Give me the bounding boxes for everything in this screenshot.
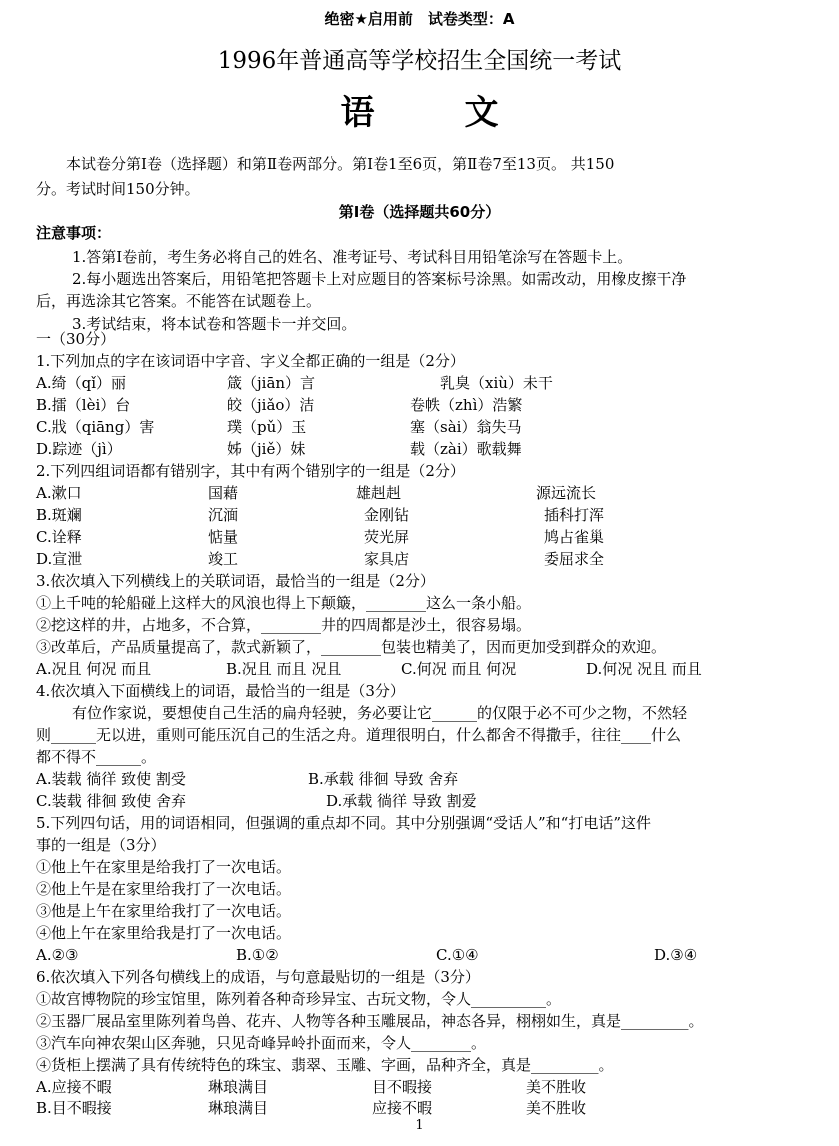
- option-cell: 目不暇接: [372, 1078, 433, 1096]
- question-6-option-b: [36, 1097, 816, 1119]
- option-cell: B.斑斓: [36, 506, 82, 524]
- option-cell: 竣工: [208, 550, 239, 568]
- question-4-passage-2: 则______无以进，重则可能压沉自己的生活之舟。道理很明白，什么都舍不得撒手，往往____什么: [36, 726, 682, 744]
- question-1-option-d: [36, 438, 816, 460]
- question-3-sentence-1: ①上千吨的轮船碰上这样大的风浪也得上下颠簸，________这么一条小船。: [36, 594, 532, 612]
- option-cell: 琳琅满目: [208, 1078, 269, 1096]
- option-cell: 皎（jiǎo）洁: [227, 396, 315, 414]
- option-b: B.①②: [236, 946, 279, 964]
- option-c: C.①④: [436, 946, 479, 964]
- question-5-options: [36, 944, 816, 966]
- intro-line-2: 分。考试时间150分钟。: [36, 180, 200, 198]
- option-cell: 雄赳赳: [356, 484, 402, 502]
- option-cell: C.戕（qiāng）害: [36, 418, 155, 436]
- option-cell: 国藉: [208, 484, 239, 502]
- question-2-option-d: [36, 548, 816, 570]
- question-3-sentence-3: ③改革后，产品质量提高了，款式新颖了，________包装也精美了，因而更加受到群众的欢迎。: [36, 638, 667, 656]
- option-cell: 家具店: [364, 550, 410, 568]
- option-cell: 鸠占雀巢: [544, 528, 605, 546]
- option-cell: 沉湎: [208, 506, 239, 524]
- subject-title: 语文: [340, 93, 589, 133]
- intro-line-1: 本试卷分第Ⅰ卷（选择题）和第Ⅱ卷两部分。第Ⅰ卷1至6页，第Ⅱ卷7至13页。 共150: [66, 155, 615, 173]
- option-cell: C.诠释: [36, 528, 82, 546]
- notice-heading: 注意事项：: [36, 224, 112, 242]
- option-b: B.承载 徘徊 导致 舍弃: [308, 770, 459, 788]
- question-5-sentence-3: ③他是上午在家里给我打了一次电话。: [36, 902, 292, 920]
- question-6-option-a: [36, 1076, 816, 1098]
- exam-title: 1996年普通高等学校招生全国统一考试: [217, 48, 622, 74]
- option-d: D.承载 徜徉 导致 割爱: [326, 792, 477, 810]
- option-cell: 姊（jiě）妹: [227, 440, 306, 458]
- option-d: D.③④: [654, 946, 698, 964]
- option-cell: 琳琅满目: [208, 1099, 269, 1117]
- option-cell: B.目不暇接: [36, 1099, 112, 1117]
- option-cell: 源远流长: [536, 484, 597, 502]
- notice-item-2-cont: 后，再选涂其它答案。不能答在试题卷上。: [36, 292, 322, 310]
- option-cell: 荧光屏: [364, 528, 410, 546]
- question-6-sentence-2: ②玉器厂展品室里陈列着鸟兽、花卉、人物等各种玉雕展品，神态各异，栩栩如生，真是_________。: [36, 1012, 704, 1030]
- question-4-passage-3: 都不得不______。: [36, 748, 157, 766]
- question-3-stem: 3.依次填入下列横线上的关联词语，最恰当的一组是（2分）: [36, 572, 435, 590]
- option-a: A.②③: [36, 946, 79, 964]
- question-2-stem: 2.下列四组词语都有错别字，其中有两个错别字的一组是（2分）: [36, 462, 465, 480]
- option-cell: A.绮（qǐ）丽: [36, 374, 127, 392]
- question-6-sentence-1: ①故宫博物院的珍宝馆里，陈列着各种奇珍异宝、古玩文物，令人__________。: [36, 990, 562, 1008]
- page-number: 1: [415, 1118, 424, 1133]
- question-1-stem: 1.下列加点的字在该词语中字音、字义全都正确的一组是（2分）: [36, 352, 465, 370]
- question-2-option-c: [36, 526, 816, 548]
- option-cell: B.擂（lèi）台: [36, 396, 131, 414]
- question-1-option-a: [36, 372, 816, 394]
- question-1-option-c: [36, 416, 816, 438]
- notice-item-1: 1.答第Ⅰ卷前，考生务必将自己的姓名、准考证号、考试科目用铅笔涂写在答题卡上。: [72, 248, 633, 266]
- option-cell: A.应接不暇: [36, 1078, 112, 1096]
- option-cell: 乳臭（xiù）未干: [440, 374, 553, 392]
- option-cell: 惦量: [208, 528, 239, 546]
- question-4-stem: 4.依次填入下面横线上的词语，最恰当的一组是（3分）: [36, 682, 405, 700]
- question-5-stem: 5.下列四句话，用的词语相同，但强调的重点却不同。其中分别强调“受话人”和“打电话”这件: [36, 814, 651, 832]
- question-2-option-a: [36, 482, 816, 504]
- option-cell: 箴（jiān）言: [227, 374, 316, 392]
- question-6-sentence-4: ④货柜上摆满了具有传统特色的珠宝、翡翠、玉雕、字画，品种齐全，真是_________。: [36, 1056, 614, 1074]
- option-cell: 应接不暇: [372, 1099, 433, 1117]
- option-c: C.何况 而且 何况: [401, 660, 517, 678]
- question-4-passage-1: 有位作家说，要想使自己生活的扁舟轻驶，务必要让它______的仅限于必不可少之物，不然轻: [72, 704, 688, 722]
- question-3-sentence-2: ②挖这样的井，占地多，不合算，________井的四周都是沙土，很容易塌。: [36, 616, 532, 634]
- notice-item-3: 3.考试结束，将本试卷和答题卡一并交回。: [72, 315, 357, 333]
- option-c: C.装载 徘徊 致使 舍弃: [36, 792, 187, 810]
- option-cell: 美不胜收: [526, 1099, 587, 1117]
- option-cell: 金刚钻: [364, 506, 410, 524]
- question-5-sentence-2: ②他上午是在家里给我打了一次电话。: [36, 880, 292, 898]
- option-cell: 插科打浑: [544, 506, 605, 524]
- option-cell: 美不胜收: [526, 1078, 587, 1096]
- option-a: A.装载 徜徉 致使 割受: [36, 770, 186, 788]
- option-cell: 载（zài）歌载舞: [410, 440, 522, 458]
- question-5-stem-cont: 事的一组是（3分）: [36, 836, 166, 854]
- option-cell: 卷帙（zhì）浩繁: [410, 396, 523, 414]
- question-5-sentence-1: ①他上午在家里是给我打了一次电话。: [36, 858, 292, 876]
- part1-title: 第Ⅰ卷（选择题共60分）: [338, 203, 501, 221]
- notice-item-2: 2.每小题选出答案后，用铅笔把答题卡上对应题目的答案标号涂黑。如需改动，用橡皮擦干净: [72, 270, 687, 288]
- option-cell: 委屈求全: [544, 550, 605, 568]
- option-cell: 塞（sài）翁失马: [410, 418, 522, 436]
- question-4-options-row-2: [36, 790, 816, 812]
- option-cell: D.宣泄: [36, 550, 83, 568]
- question-6-stem: 6.依次填入下列各句横线上的成语，与句意最贴切的一组是（3分）: [36, 968, 480, 986]
- option-a: A.况且 何况 而且: [36, 660, 152, 678]
- question-4-options-row-1: [36, 768, 816, 790]
- option-cell: 璞（pǔ）玉: [227, 418, 307, 436]
- section-heading: 一（30分）: [36, 330, 116, 348]
- option-b: B.况且 而且 况且: [226, 660, 342, 678]
- confidential-label: 绝密★启用前 试卷类型：A: [324, 10, 515, 28]
- question-2-option-b: [36, 504, 816, 526]
- question-5-sentence-4: ④他上午在家里给我是打了一次电话。: [36, 924, 292, 942]
- option-cell: D.踪迹（jì）: [36, 440, 122, 458]
- question-3-options: [36, 658, 816, 680]
- question-6-sentence-3: ③汽车向神农架山区奔驰，只见奇峰异岭扑面而来，令人________。: [36, 1034, 487, 1052]
- option-d: D.何况 况且 而且: [586, 660, 702, 678]
- option-cell: A.漱口: [36, 484, 82, 502]
- question-1-option-b: [36, 394, 816, 416]
